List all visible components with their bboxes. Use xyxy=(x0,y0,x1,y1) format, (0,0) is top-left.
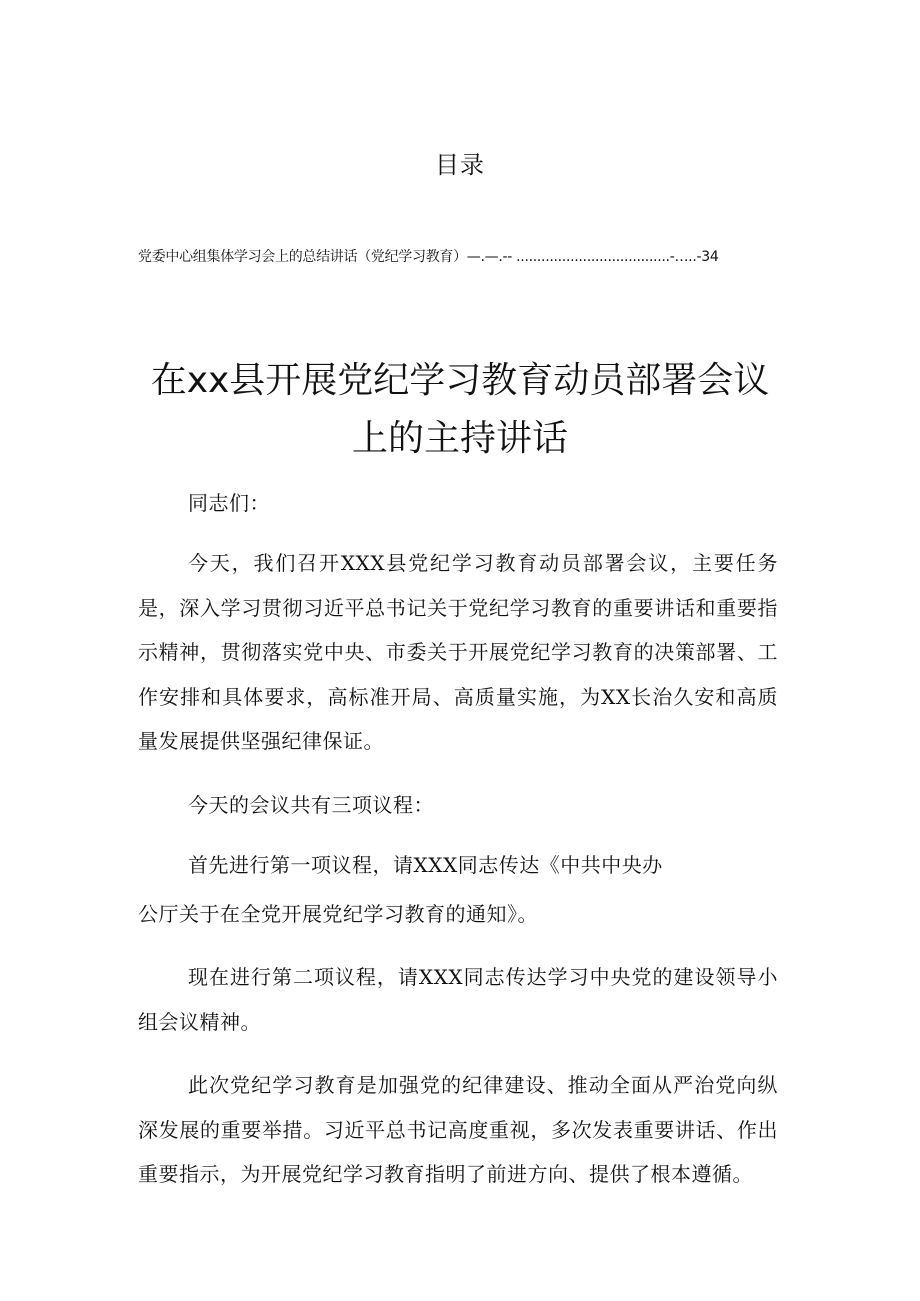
document-title-line-1: 在xx县开展党纪学习教育动员部署会议 xyxy=(150,360,770,401)
paragraph-5: 此次党纪学习教育是加强党的纪律建设、推动全面从严治党向纵深发展的重要举措。习近平总书记高度重视，多次发表重要讲话、作出重要指示，为开展党纪学习教育指明了前进方向、提供了根本遵循。 xyxy=(138,1073,778,1186)
paragraph-3-continuation: 公厅关于在全党开展党纪学习教育的通知》。 xyxy=(138,902,538,926)
salutation: 同志们： xyxy=(188,491,270,515)
toc-entry[interactable]: 党委中心组集体学习会上的总结讲话（党纪学习教育）—.—.-- .....................................-…..-34 xyxy=(138,249,719,265)
paragraph-3: 首先进行第一项议程，请XXX同志传达《中共中央办 xyxy=(188,853,663,877)
document-title-line-2: 上的主持讲话 xyxy=(351,418,568,459)
paragraph-1: 今天，我们召开XXX县党纪学习教育动员部署会议，主要任务是，深入学习贯彻习近平总书记关于党纪学习教育的重要讲话和重要指示精神，贯彻落实党中央、市委关于开展党纪学习教育的决策部署、工作安排和具体要求，高标准开局、高质量实施，为XX长治久安和高质量发展提供坚强纪律保证。 xyxy=(138,551,778,753)
paragraph-4: 现在进行第二项议程，请XXX同志传达学习中央党的建设领导小组会议精神。 xyxy=(138,965,778,1034)
paragraph-2: 今天的会议共有三项议程： xyxy=(188,793,434,817)
toc-heading: 目录 xyxy=(435,151,485,179)
document-title xyxy=(0,352,920,468)
